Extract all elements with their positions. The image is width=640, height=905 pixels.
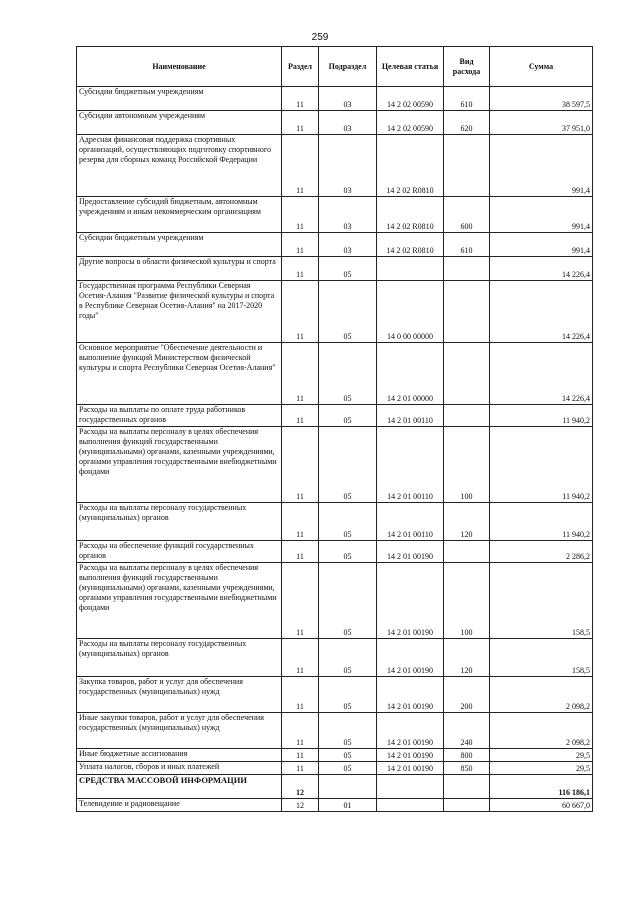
- table-header-row: [77, 47, 593, 87]
- row-amount: 991,4: [490, 233, 593, 257]
- row-amount: 11 940,2: [490, 405, 593, 427]
- row-name: Иные закупки товаров, работ и услуг для обеспечения государственных (муниципальных) нужд: [77, 713, 282, 749]
- row-subsection: 05: [319, 749, 377, 762]
- row-section: 11: [282, 233, 319, 257]
- row-type: 200: [444, 677, 490, 713]
- row-section: 11: [282, 405, 319, 427]
- budget-table: [76, 46, 593, 812]
- row-amount: 14 226,4: [490, 257, 593, 281]
- row-target: 14 2 01 00190: [377, 563, 444, 639]
- table-row: [77, 503, 593, 541]
- row-type: 610: [444, 233, 490, 257]
- row-target: 14 2 01 00190: [377, 541, 444, 563]
- row-type: 240: [444, 713, 490, 749]
- row-target: 14 2 02 R0810: [377, 135, 444, 197]
- row-amount: 158,5: [490, 563, 593, 639]
- row-amount: 14 226,4: [490, 343, 593, 405]
- row-amount: 2 098,2: [490, 713, 593, 749]
- row-section: 11: [282, 197, 319, 233]
- column-header-section: Раздел: [282, 47, 319, 87]
- row-amount: 2 098,2: [490, 677, 593, 713]
- row-subsection: 03: [319, 111, 377, 135]
- row-section: 11: [282, 257, 319, 281]
- row-name: Субсидии бюджетным учреждениям: [77, 233, 282, 257]
- row-target: 14 2 01 00190: [377, 639, 444, 677]
- row-type: 100: [444, 427, 490, 503]
- row-name: Закупка товаров, работ и услуг для обеспечения государственных (муниципальных) нужд: [77, 677, 282, 713]
- row-section: 11: [282, 713, 319, 749]
- row-name: Субсидии автономным учреждениям: [77, 111, 282, 135]
- row-amount: 60 667,0: [490, 799, 593, 812]
- table-row: [77, 233, 593, 257]
- row-amount: 2 286,2: [490, 541, 593, 563]
- row-subsection: 03: [319, 87, 377, 111]
- column-header-name: Наименование: [77, 47, 282, 87]
- table-row: [77, 762, 593, 775]
- row-target: 14 2 02 00590: [377, 111, 444, 135]
- table-row: [77, 87, 593, 111]
- row-type: [444, 281, 490, 343]
- row-type: 800: [444, 749, 490, 762]
- row-type: [444, 799, 490, 812]
- row-target: 14 2 01 00190: [377, 713, 444, 749]
- row-section: 11: [282, 749, 319, 762]
- row-name: Государственная программа Республики Северная Осетия-Алания "Развитие физической культуры и спорта в Республике Северная Осетия-Алания" на 2017-2020 годы": [77, 281, 282, 343]
- row-target: 14 2 01 00190: [377, 677, 444, 713]
- row-subsection: 05: [319, 563, 377, 639]
- page-number: 259: [311, 32, 329, 43]
- row-name: Субсидии бюджетным учреждениям: [77, 87, 282, 111]
- row-type: [444, 343, 490, 405]
- row-target: 14 2 01 00000: [377, 343, 444, 405]
- row-type: 100: [444, 563, 490, 639]
- row-name: Основное мероприятие "Обеспечение деятельности и выполнение функций Министерством физической культуры и спорта Республики Северная Осетия-Алания": [77, 343, 282, 405]
- row-section: 11: [282, 563, 319, 639]
- row-type: 610: [444, 87, 490, 111]
- row-amount: 38 597,5: [490, 87, 593, 111]
- row-section: 11: [282, 281, 319, 343]
- row-subsection: 05: [319, 427, 377, 503]
- row-target: 14 2 01 00110: [377, 405, 444, 427]
- row-type: [444, 405, 490, 427]
- table-row: [77, 713, 593, 749]
- row-subsection: 05: [319, 405, 377, 427]
- row-target: 14 2 01 00190: [377, 749, 444, 762]
- row-subsection: 01: [319, 799, 377, 812]
- row-target: 14 2 01 00190: [377, 762, 444, 775]
- row-section: 11: [282, 677, 319, 713]
- row-type: 850: [444, 762, 490, 775]
- row-subsection: 05: [319, 677, 377, 713]
- row-subsection: 05: [319, 503, 377, 541]
- row-amount: 37 951,0: [490, 111, 593, 135]
- row-section: 11: [282, 639, 319, 677]
- row-section: 11: [282, 503, 319, 541]
- table-row: [77, 405, 593, 427]
- row-section: 11: [282, 541, 319, 563]
- row-subsection: 05: [319, 762, 377, 775]
- row-type: [444, 541, 490, 563]
- row-subsection: [319, 775, 377, 799]
- row-amount: 991,4: [490, 135, 593, 197]
- row-section: 11: [282, 343, 319, 405]
- row-amount: 11 940,2: [490, 427, 593, 503]
- row-name: Расходы на выплаты персоналу государственных (муниципальных) органов: [77, 503, 282, 541]
- row-subsection: 05: [319, 257, 377, 281]
- row-name: Другие вопросы в области физической культуры и спорта: [77, 257, 282, 281]
- row-type: 600: [444, 197, 490, 233]
- row-subsection: 05: [319, 541, 377, 563]
- table-row: [77, 749, 593, 762]
- column-header-target: Целевая статья: [377, 47, 444, 87]
- row-subsection: 05: [319, 713, 377, 749]
- table-row: [77, 799, 593, 812]
- row-subsection: 03: [319, 197, 377, 233]
- table-row: [77, 135, 593, 197]
- row-section: 11: [282, 135, 319, 197]
- row-type: [444, 135, 490, 197]
- row-section: 11: [282, 111, 319, 135]
- column-header-subsection: Подраздел: [319, 47, 377, 87]
- row-target: 14 2 01 00110: [377, 503, 444, 541]
- table-row: [77, 563, 593, 639]
- row-target: 14 2 01 00110: [377, 427, 444, 503]
- column-header-type: Вид расхода: [444, 47, 490, 87]
- row-amount: 116 186,1: [490, 775, 593, 799]
- row-name: Адресная финансовая поддержка спортивных организаций, осуществляющих подготовку спортивного резерва для сборных команд Российской Федерации: [77, 135, 282, 197]
- row-subsection: 05: [319, 343, 377, 405]
- row-subsection: 05: [319, 639, 377, 677]
- row-amount: 991,4: [490, 197, 593, 233]
- row-type: 120: [444, 503, 490, 541]
- table-row: [77, 257, 593, 281]
- table-row: [77, 775, 593, 799]
- row-section: 11: [282, 762, 319, 775]
- row-amount: 11 940,2: [490, 503, 593, 541]
- row-target: [377, 257, 444, 281]
- table-row: [77, 281, 593, 343]
- row-amount: 14 226,4: [490, 281, 593, 343]
- row-section: 11: [282, 427, 319, 503]
- row-amount: 29,5: [490, 749, 593, 762]
- table-row: [77, 343, 593, 405]
- column-header-amount: Сумма: [490, 47, 593, 87]
- table-row: [77, 197, 593, 233]
- row-name: Расходы на выплаты персоналу государственных (муниципальных) органов: [77, 639, 282, 677]
- row-section: 12: [282, 775, 319, 799]
- row-name: Расходы на выплаты персоналу в целях обеспечения выполнения функций государственными (муниципальными) органами, казенными учреждениями, органами управления государственными внебюджетными фондами: [77, 563, 282, 639]
- row-section: 11: [282, 87, 319, 111]
- row-target: [377, 799, 444, 812]
- row-target: 14 2 02 R0810: [377, 233, 444, 257]
- row-name: Расходы на обеспечение функций государственных органов: [77, 541, 282, 563]
- row-name: СРЕДСТВА МАССОВОЙ ИНФОРМАЦИИ: [77, 775, 282, 799]
- row-type: 120: [444, 639, 490, 677]
- row-type: [444, 775, 490, 799]
- table-row: [77, 541, 593, 563]
- row-name: Иные бюджетные ассигнования: [77, 749, 282, 762]
- row-amount: 158,5: [490, 639, 593, 677]
- row-name: Расходы на выплаты по оплате труда работников государственных органов: [77, 405, 282, 427]
- row-target: 14 0 00 00000: [377, 281, 444, 343]
- row-target: 14 2 02 00590: [377, 87, 444, 111]
- row-name: Предоставление субсидий бюджетным, автономным учреждениям и иным некоммерческим организациям: [77, 197, 282, 233]
- row-target: [377, 775, 444, 799]
- row-subsection: 03: [319, 233, 377, 257]
- row-type: [444, 257, 490, 281]
- row-amount: 29,5: [490, 762, 593, 775]
- row-name: Телевидение и радиовещание: [77, 799, 282, 812]
- row-section: 12: [282, 799, 319, 812]
- row-name: Уплата налогов, сборов и иных платежей: [77, 762, 282, 775]
- row-subsection: 03: [319, 135, 377, 197]
- table-row: [77, 427, 593, 503]
- row-name: Расходы на выплаты персоналу в целях обеспечения выполнения функций государственными (муниципальными) органами, казенными учреждениями, органами управления государственными внебюджетными фондами: [77, 427, 282, 503]
- row-target: 14 2 02 R0810: [377, 197, 444, 233]
- row-type: 620: [444, 111, 490, 135]
- table-row: [77, 639, 593, 677]
- row-subsection: 05: [319, 281, 377, 343]
- table-row: [77, 677, 593, 713]
- table-row: [77, 111, 593, 135]
